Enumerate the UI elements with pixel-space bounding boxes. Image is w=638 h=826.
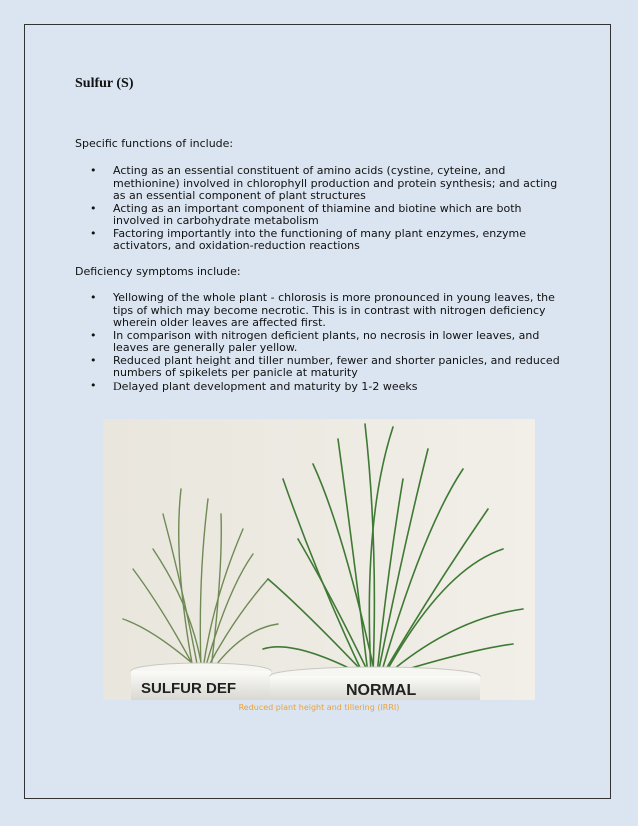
symptoms-intro: Deficiency symptoms include: — [75, 265, 241, 278]
list-item: • Delayed plant development and maturity by 1-2 weeks — [90, 378, 418, 393]
bullet-icon: • — [90, 291, 97, 304]
list-item: • Acting as an essential constituent of amino acids (cystine, cyteine, and methionine) involved in chlorophyll production and protein synthesis; and acting as an essential component of plant structures — [90, 164, 558, 202]
section-title: Sulfur (S) — [75, 76, 134, 91]
functions-list — [90, 165, 565, 253]
bullet-icon: • — [90, 328, 97, 342]
bullet-icon: • — [90, 201, 97, 215]
list-item: • Acting as an important component of thiamine and biotine which are both involved in carbohydrate metabolism — [90, 201, 522, 227]
pot-label-normal: NORMAL — [346, 682, 417, 699]
list-item: • In comparison with nitrogen deficient plants, no necrosis in lower leaves, and leaves are generally paler yellow. — [90, 328, 540, 354]
bullet-icon: • — [90, 164, 97, 177]
rice-plants-photo — [103, 419, 535, 700]
pot-label-sulfur: SULFUR DEF — [141, 680, 236, 697]
bullet-icon: • — [90, 226, 97, 240]
list-item: • Yellowing of the whole plant - chlorosis is more pronounced in young leaves, the tips of which may become necrotic. This is in contrast with nitrogen deficiency wherein older leaves are affected first. — [90, 291, 555, 329]
symptoms-list — [90, 292, 565, 393]
photo-illustration — [103, 419, 535, 700]
functions-intro: Specific functions of include: — [75, 137, 234, 150]
bullet-icon: • — [90, 353, 97, 367]
bullet-icon: • — [90, 378, 97, 392]
list-item: • Factoring importantly into the functioning of many plant enzymes, enzyme activators, and oxidation-reduction reactions — [90, 226, 526, 252]
photo-caption: Reduced plant height and tillering (IRRI) — [238, 703, 400, 712]
list-item: • Reduced plant height and tiller number, fewer and shorter panicles, and reduced numbers of spikelets per panicle at maturity — [90, 353, 560, 379]
